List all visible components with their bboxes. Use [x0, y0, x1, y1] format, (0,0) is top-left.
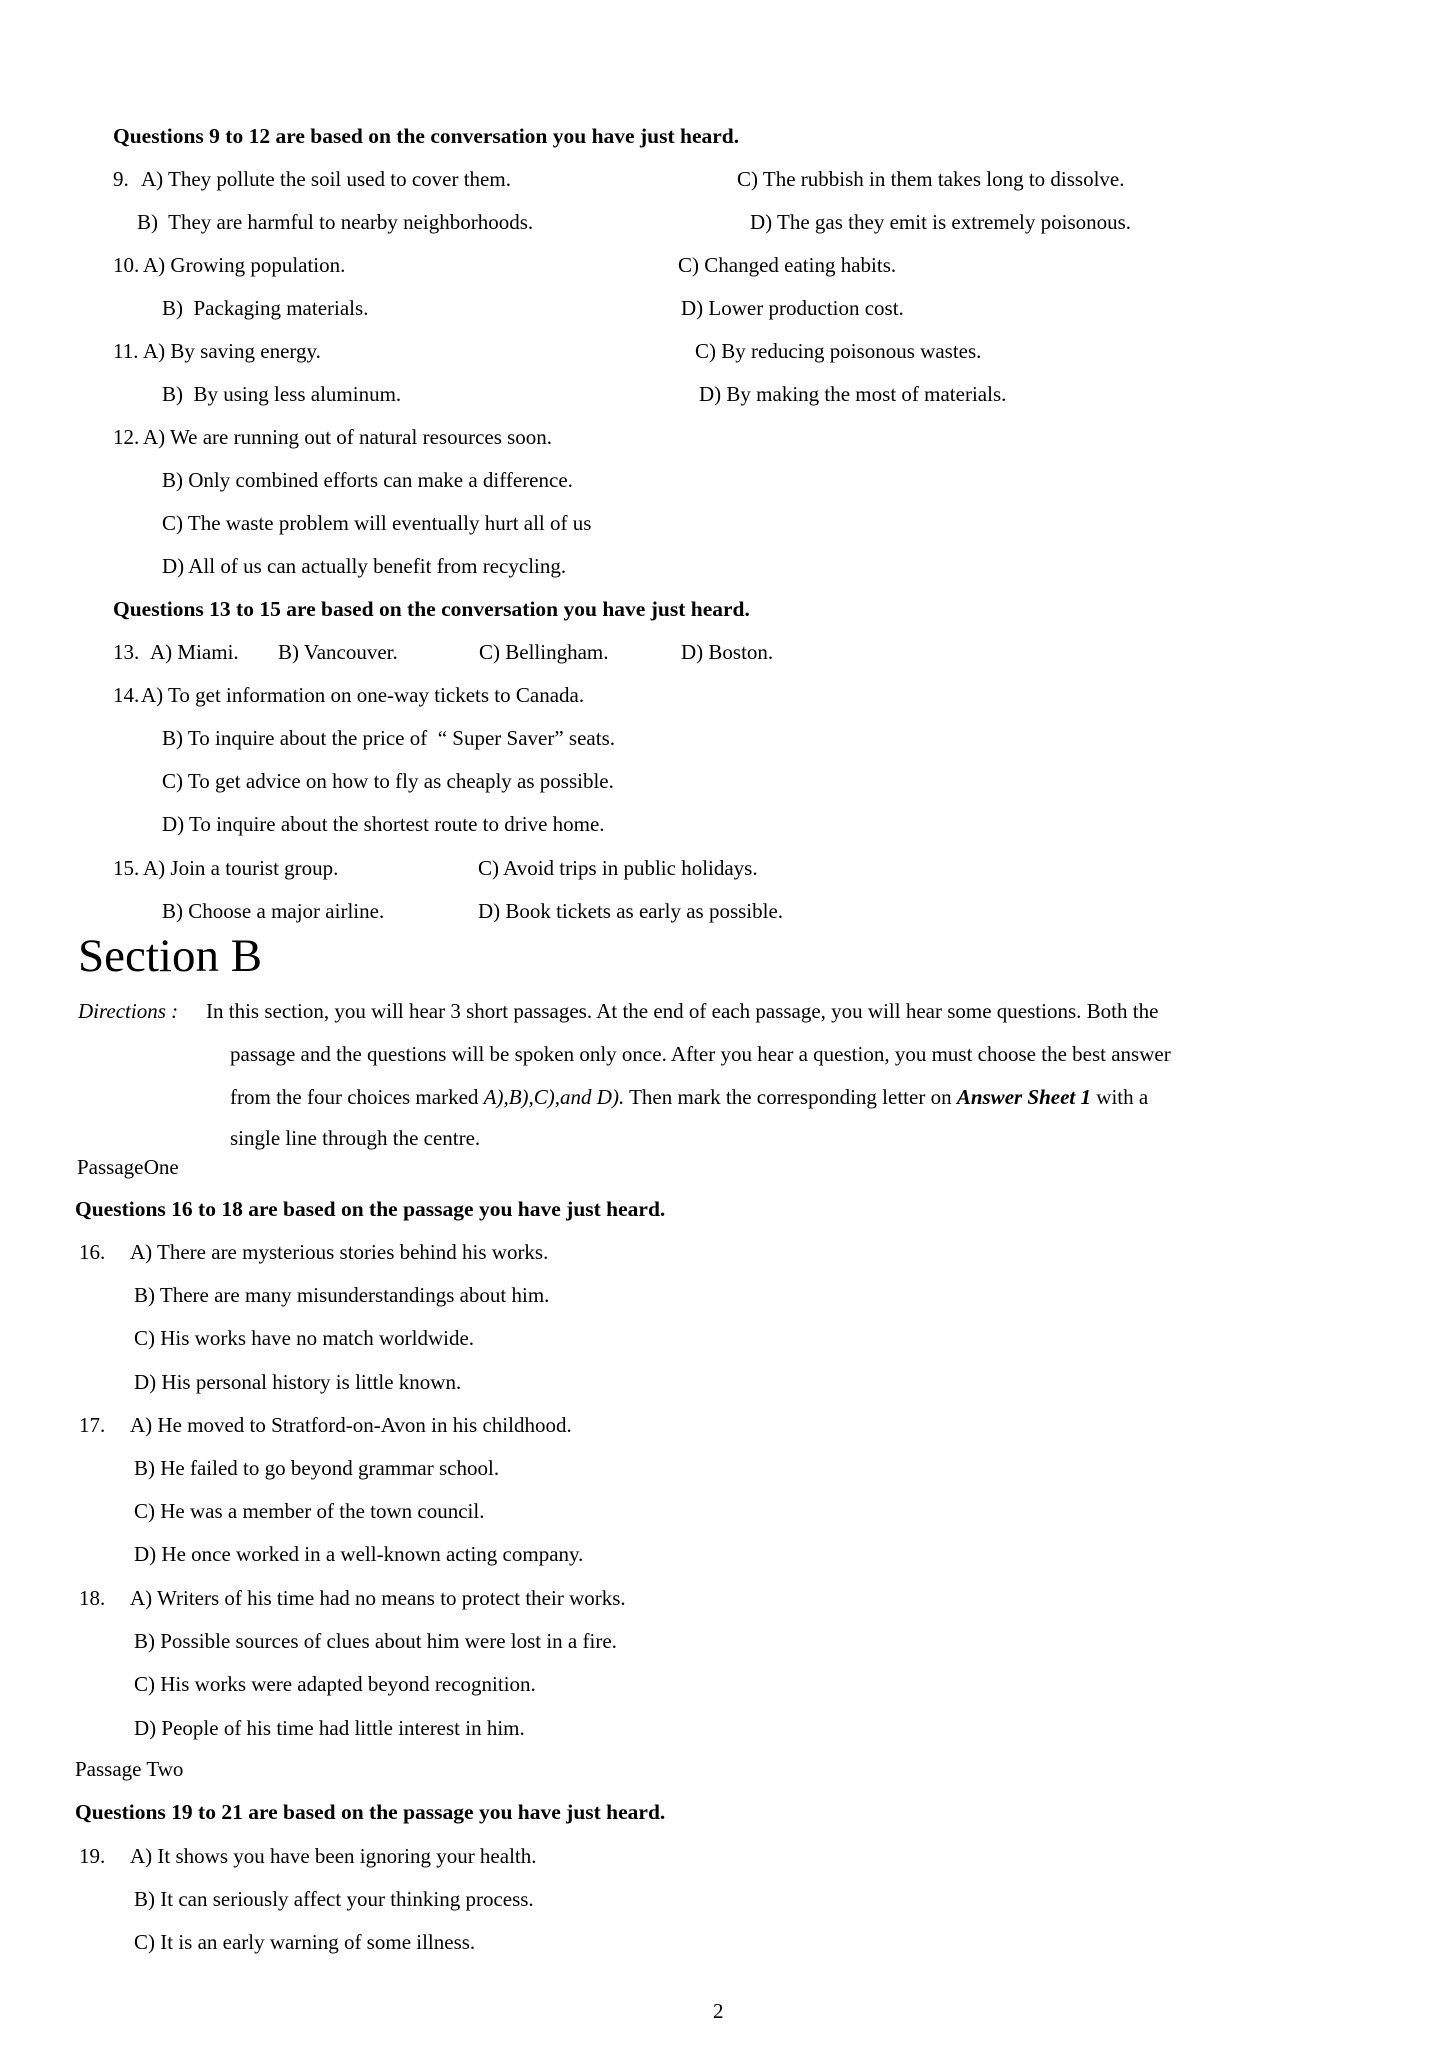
q15-number: 15.	[113, 856, 140, 880]
directions-line-2: passage and the questions will be spoken only once. After you hear a question, you must choose the best answer	[230, 1042, 1171, 1066]
q18-number: 18.	[79, 1586, 106, 1610]
q18-option-b: B) Possible sources of clues about him were lost in a fire.	[134, 1629, 617, 1653]
q13-number: 13.	[113, 640, 140, 664]
q19-option-c: C) It is an early warning of some illness.	[134, 1930, 476, 1954]
q12-option-a: A) We are running out of natural resources soon.	[143, 425, 553, 449]
directions-line-3-text: from the four choices marked	[230, 1085, 484, 1109]
section-header-q16-18: Questions 16 to 18 are based on the passage you have just heard.	[75, 1197, 666, 1221]
passage-two-label: Passage Two	[75, 1757, 184, 1781]
q18-option-a: A) Writers of his time had no means to protect their works.	[130, 1586, 626, 1610]
q14-option-b: B) To inquire about the price of “ Super Saver” seats.	[162, 726, 616, 750]
q11-option-b: B) By using less aluminum.	[162, 382, 402, 406]
q14-option-c: C) To get advice on how to fly as cheaply as possible.	[162, 769, 614, 793]
q19-option-a: A) It shows you have been ignoring your health.	[130, 1844, 537, 1868]
q12-option-d: D) All of us can actually benefit from recycling.	[162, 554, 567, 578]
q9-number: 9.	[113, 167, 129, 191]
q9-option-a: A) They pollute the soil used to cover them.	[141, 167, 511, 191]
section-b-title: Section B	[78, 930, 263, 982]
directions-choice-letters: A),B),C),and D).	[483, 1085, 625, 1109]
q18-option-d: D) People of his time had little interest in him.	[134, 1716, 525, 1740]
q19-number: 19.	[79, 1844, 106, 1868]
q17-option-b: B) He failed to go beyond grammar school.	[134, 1456, 500, 1480]
q19-option-b: B) It can seriously affect your thinking process.	[134, 1887, 534, 1911]
q15-option-c: C) Avoid trips in public holidays.	[478, 856, 758, 880]
directions-line-3-text3: with a	[1091, 1085, 1149, 1109]
q11-option-d: D) By making the most of materials.	[699, 382, 1007, 406]
q13-option-d: D) Boston.	[681, 640, 774, 664]
q11-option-a: A) By saving energy.	[143, 339, 321, 363]
q16-option-a: A) There are mysterious stories behind his works.	[130, 1240, 549, 1264]
q9-option-b: B) They are harmful to nearby neighborhoods.	[137, 210, 534, 234]
q16-option-c: C) His works have no match worldwide.	[134, 1326, 475, 1350]
section-header-q19-21: Questions 19 to 21 are based on the passage you have just heard.	[75, 1800, 666, 1824]
q10-option-b: B) Packaging materials.	[162, 296, 369, 320]
q18-option-c: C) His works were adapted beyond recognition.	[134, 1672, 536, 1696]
q13-option-a: A) Miami.	[150, 640, 239, 664]
q12-number: 12.	[113, 425, 140, 449]
q14-option-d: D) To inquire about the shortest route to drive home.	[162, 812, 605, 836]
q13-option-b: B) Vancouver.	[278, 640, 398, 664]
q17-number: 17.	[79, 1413, 106, 1437]
q13-option-c: C) Bellingham.	[479, 640, 609, 664]
q15-option-d: D) Book tickets as early as possible.	[478, 899, 784, 923]
q14-option-a: A) To get information on one-way tickets to Canada.	[141, 683, 585, 707]
directions-line-1: In this section, you will hear 3 short passages. At the end of each passage, you will hear some questions. Both the	[206, 999, 1159, 1023]
q10-number: 10.	[113, 253, 140, 277]
q9-option-c: C) The rubbish in them takes long to dissolve.	[737, 167, 1125, 191]
q12-option-c: C) The waste problem will eventually hurt all of us	[162, 511, 592, 535]
directions-line-3	[230, 1086, 1148, 1109]
q11-option-c: C) By reducing poisonous wastes.	[695, 339, 982, 363]
q16-option-d: D) His personal history is little known.	[134, 1370, 462, 1394]
directions-line-4: single line through the centre.	[230, 1126, 481, 1150]
q14-number: 14.	[113, 683, 140, 707]
q17-option-c: C) He was a member of the town council.	[134, 1499, 485, 1523]
q15-option-a: A) Join a tourist group.	[143, 856, 339, 880]
q17-option-d: D) He once worked in a well-known acting company.	[134, 1542, 584, 1566]
q17-option-a: A) He moved to Stratford-on-Avon in his childhood.	[130, 1413, 572, 1437]
q15-option-b: B) Choose a major airline.	[162, 899, 385, 923]
q10-option-a: A) Growing population.	[143, 253, 346, 277]
q16-option-b: B) There are many misunderstandings about him.	[134, 1283, 550, 1307]
q11-number: 11.	[113, 339, 139, 363]
passage-one-label: Passage One	[77, 1155, 179, 1179]
page-number: 2	[713, 1999, 724, 2023]
directions-label: Directions :	[78, 999, 179, 1023]
q10-option-c: C) Changed eating habits.	[678, 253, 897, 277]
directions-line-3-text2: Then mark the corresponding letter on	[624, 1085, 957, 1109]
q10-option-d: D) Lower production cost.	[681, 296, 904, 320]
answer-sheet-reference: Answer Sheet 1	[956, 1085, 1092, 1109]
section-header-q13-15: Questions 13 to 15 are based on the conversation you have just heard.	[113, 597, 750, 621]
q16-number: 16.	[79, 1240, 106, 1264]
section-header-q9-12: Questions 9 to 12 are based on the conversation you have just heard.	[113, 124, 740, 148]
q9-option-d: D) The gas they emit is extremely poisonous.	[750, 210, 1132, 234]
q12-option-b: B) Only combined efforts can make a difference.	[162, 468, 573, 492]
